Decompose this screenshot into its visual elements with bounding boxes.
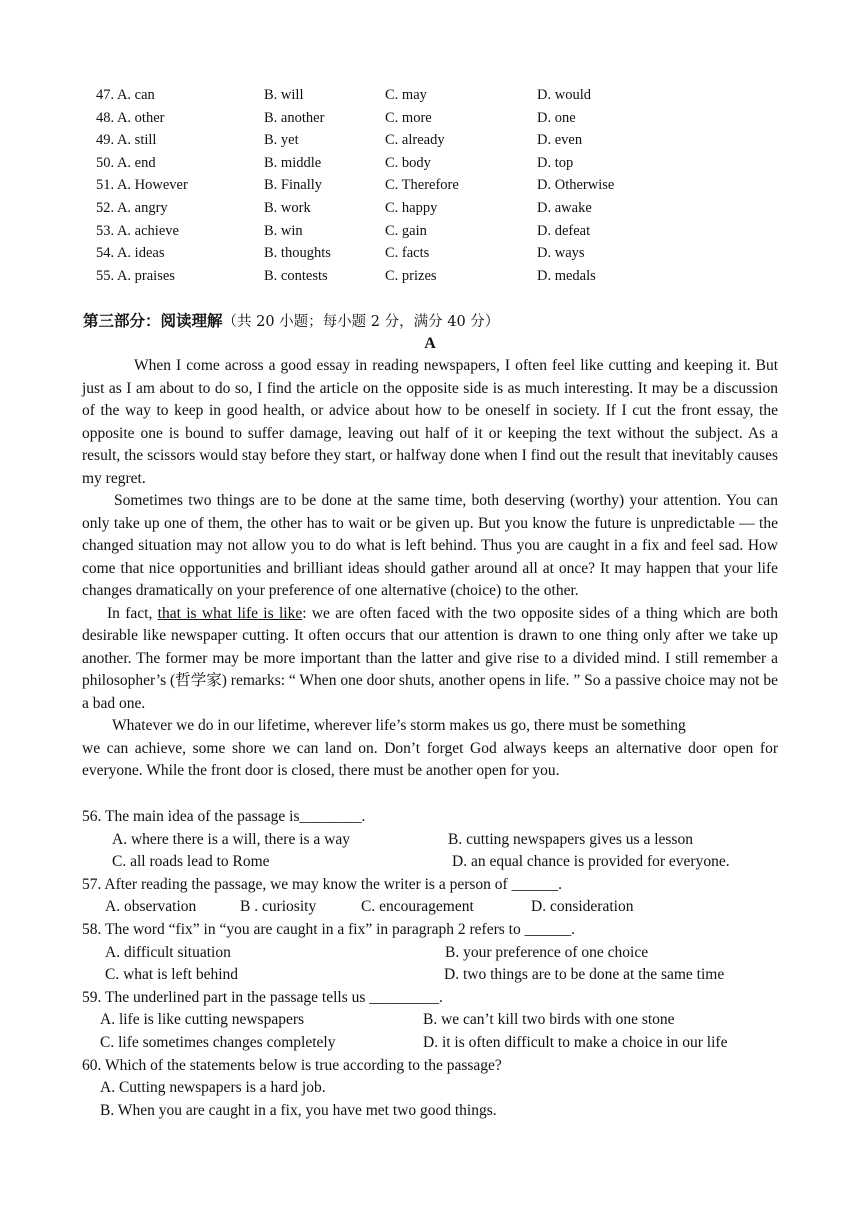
- question-list: [82, 806, 782, 1122]
- question-59-option-a: A. life is like cutting newspapers: [100, 1011, 305, 1029]
- option-b: B. middle: [264, 154, 322, 171]
- question-60-option-a: A. Cutting newspapers is a hard job.: [100, 1079, 326, 1097]
- option-d: D. would: [537, 87, 591, 103]
- question-56-options-row: [82, 851, 782, 874]
- question-57-options-row: [82, 896, 782, 919]
- option-a: 53. A. achieve: [96, 222, 179, 239]
- question-59-stem: 59. The underlined part in the passage tells us _________.: [82, 988, 443, 1006]
- question-60-stem: 60. Which of the statements below is true according to the passage?: [82, 1056, 502, 1074]
- option-a: 52. A. angry: [96, 199, 168, 216]
- section-heading: [83, 309, 499, 331]
- underlined-part: that is what life is like: [157, 604, 303, 622]
- question-58-options-row: [82, 964, 782, 987]
- option-d: D. medals: [537, 267, 596, 284]
- option-b: B. another: [264, 109, 325, 126]
- option-b: B. thoughts: [264, 245, 331, 262]
- passage-label: A: [424, 335, 436, 352]
- option-c: C. may: [385, 87, 427, 103]
- question-58-option-c: C. what is left behind: [105, 966, 239, 984]
- paragraph-2: Sometimes two things are to be done at the same time, both deserving (worthy) your attention. You can only take up one of them, the other has to wait or be given up. But you know the future is unpredictable — the changed situation may not allow you to do what is left behind. Thus you are caught in a fix and feel sad. How come that nice opportunities and brilliant ideas should gather around all at once? It may happen that your life changes dramatically on your preference of one alternative (choice) to the other.: [82, 492, 778, 599]
- option-b: B. win: [264, 222, 303, 239]
- option-c: C. happy: [385, 199, 438, 216]
- question-58-options-row: [82, 942, 782, 965]
- question-56-stem: 56. The main idea of the passage is________.: [82, 808, 366, 825]
- question-58-stem: 58. The word “fix” in “you are caught in a fix” in paragraph 2 refers to ______.: [82, 920, 575, 938]
- option-d: D. one: [537, 109, 576, 126]
- question-57-stem: 57. After reading the passage, we may know the writer is a person of ______.: [82, 875, 562, 893]
- option-b: B. Finally: [264, 177, 323, 194]
- question-56-option-c: C. all roads lead to Rome: [112, 853, 270, 871]
- question-58-option-b: B. your preference of one choice: [445, 943, 649, 961]
- option-d: D. ways: [537, 245, 585, 262]
- paragraph-4-first-line: Whatever we do in our lifetime, wherever life’s storm makes us go, there must be something: [112, 717, 686, 734]
- question-59-options-row: [82, 1009, 782, 1032]
- option-b: B. will: [264, 87, 304, 103]
- option-c: C. more: [385, 109, 432, 126]
- section-title: 第三部分：阅读理解: [83, 312, 223, 330]
- question-57-option-d: D. consideration: [531, 898, 634, 916]
- option-c: C. gain: [385, 222, 427, 239]
- option-b: B. yet: [264, 132, 299, 149]
- option-c: C. prizes: [385, 267, 437, 284]
- option-a: 49. A. still: [96, 132, 157, 149]
- option-d: D. Otherwise: [537, 177, 615, 194]
- option-a: 51. A. However: [96, 177, 188, 194]
- question-59-option-c: C. life sometimes changes completely: [100, 1033, 336, 1051]
- paragraph-1: When I come across a good essay in reading newspapers, I often feel like cutting and keeping it. But just as I am about to do so, I find the article on the opposite side is as much interesting. It may be a discussion of the way to keep in good health, or advice about how to be oneself in society. If I cut the front essay, the opposite one is bound to suffer damage, leaving out half of it or keeping the text without the subject. As a result, the scissors would stay before they start, or halfway done when I find out the result that inevitably causes my regret.: [82, 357, 778, 487]
- question-56-options-row: [82, 829, 782, 852]
- question-57-option-b: B . curiosity: [240, 898, 317, 916]
- question-58-option-a: A. difficult situation: [105, 943, 231, 961]
- option-a: 55. A. praises: [96, 267, 175, 284]
- paragraph-3-rest: : we are often faced with the two opposite sides of a thing which are both desirable like newspaper cutting. It often occurs that our attention is drawn to one thing only after we take up another. The former may be more important than the latter and give rise to a divided mind. I still remember a philosopher’s (哲学家) remarks: “ When one door shuts, another opens in life. ” So a passive choice may not be a bad one.: [82, 604, 778, 712]
- option-c: C. body: [385, 154, 431, 171]
- option-c: C. facts: [385, 245, 430, 262]
- section-scoring: （共 20 小题；每小题 2 分，满分 40 分）: [222, 314, 500, 330]
- question-57-option-a: A. observation: [105, 898, 197, 916]
- question-58-option-d: D. two things are to be done at the same time: [444, 966, 725, 984]
- question-59-options-row: [82, 1032, 782, 1055]
- paragraph-3: [82, 603, 778, 716]
- question-59-option-d: D. it is often difficult to make a choice in our life: [423, 1033, 728, 1051]
- question-56-option-a: A. where there is a will, there is a way: [112, 830, 351, 848]
- question-56-option-d: D. an equal chance is provided for everyone.: [452, 853, 730, 871]
- question-60-option-b: B. When you are caught in a fix, you have met two good things.: [100, 1101, 497, 1119]
- option-b: B. contests: [264, 267, 328, 284]
- question-57-option-c: C. encouragement: [361, 898, 474, 916]
- reading-passage: [82, 355, 778, 783]
- option-a: 54. A. ideas: [96, 245, 165, 262]
- paragraph-4-rest: we can achieve, some shore we can land on. Don’t forget God always keeps an alternative door open for everyone. While the front door is closed, there must be another open for you.: [82, 739, 778, 779]
- option-b: B. work: [264, 199, 311, 216]
- option-d: D. awake: [537, 199, 592, 216]
- option-d: D. even: [537, 132, 583, 149]
- question-56-option-b: B. cutting newspapers gives us a lesson: [448, 830, 693, 848]
- option-a: 50. A. end: [96, 154, 156, 171]
- option-d: D. defeat: [537, 222, 591, 239]
- option-a: 48. A. other: [96, 109, 165, 126]
- paragraph-3-start: In fact,: [107, 604, 158, 622]
- question-59-option-b: B. we can’t kill two birds with one stone: [423, 1011, 675, 1029]
- option-c: C. Therefore: [385, 177, 459, 194]
- option-d: D. top: [537, 154, 574, 171]
- option-c: C. already: [385, 132, 445, 149]
- option-a: 47. A. can: [96, 87, 155, 103]
